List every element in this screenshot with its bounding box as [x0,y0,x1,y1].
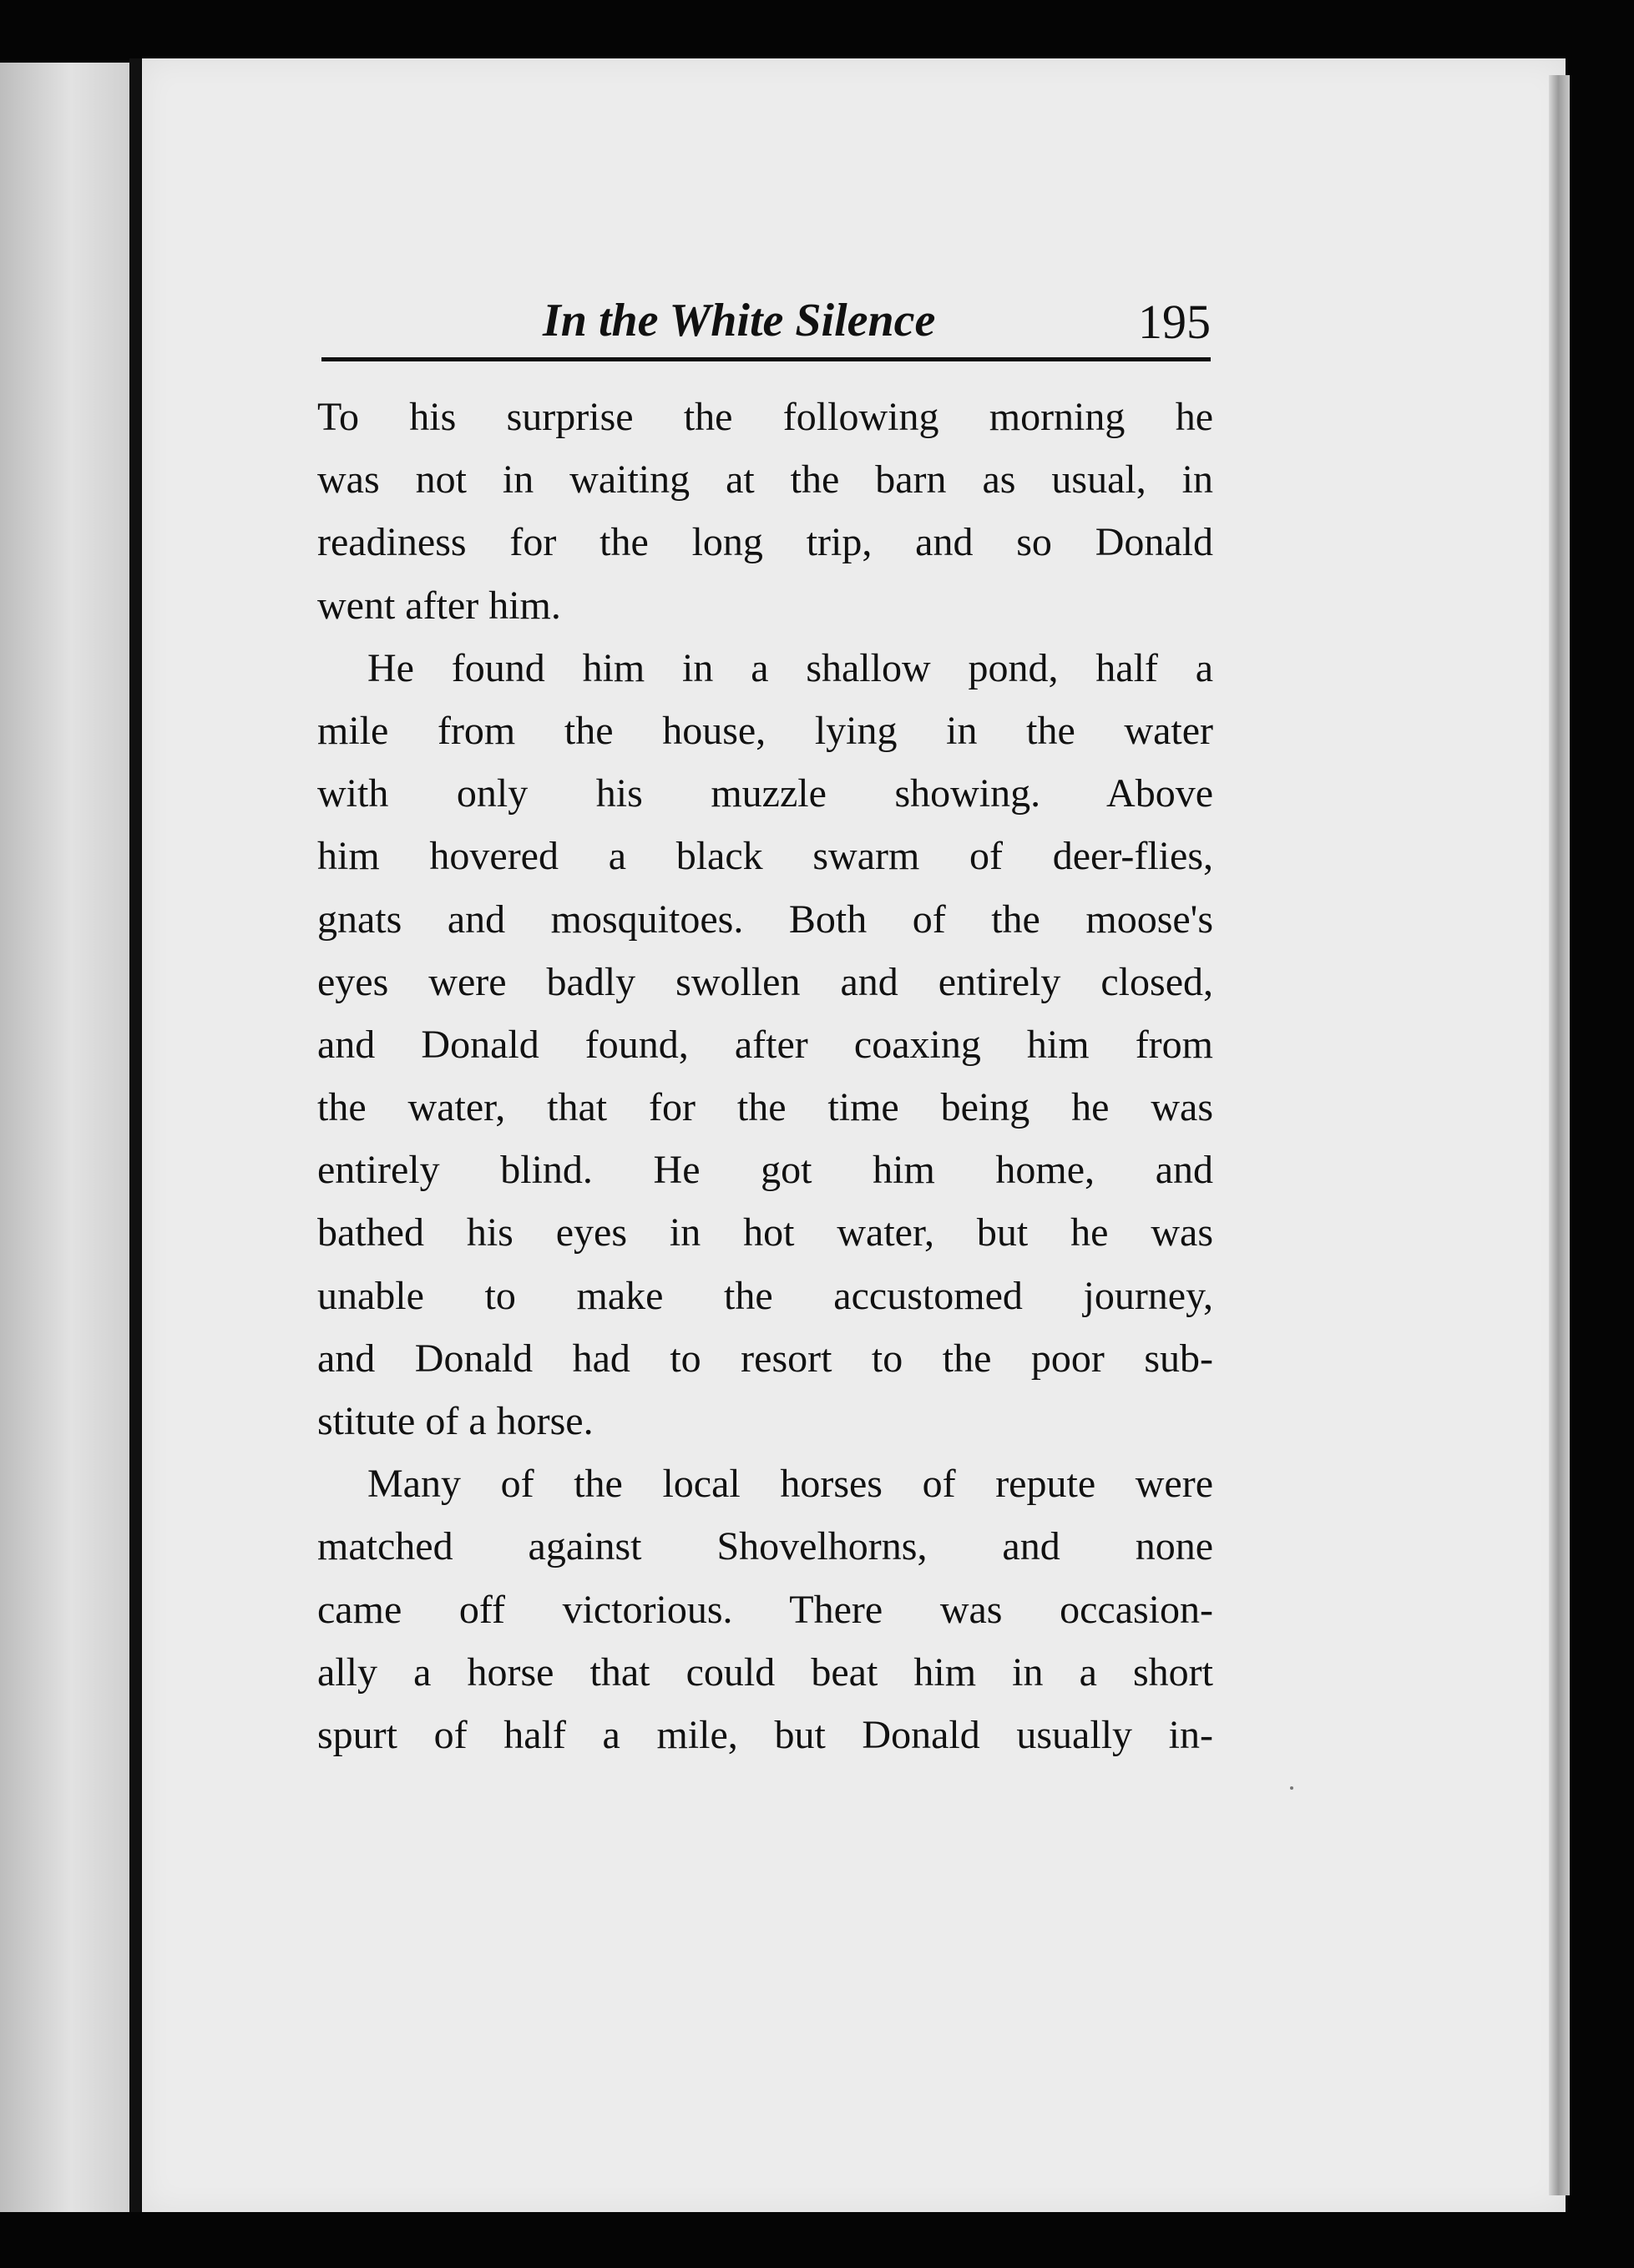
text-line: mile from the house, lying in the water [317,708,1213,753]
running-head-title: In the White Silence [543,295,936,346]
text-line: and Donald found, after coaxing him from [317,1022,1213,1067]
text-line: came off victorious. There was occasion- [317,1587,1213,1632]
text-line: with only his muzzle showing. Above [317,771,1213,816]
text-line: bathed his eyes in hot water, but he was [317,1210,1213,1255]
text-line: went after him. [317,583,561,628]
text-line: spurt of half a mile, but Donald usually in- [317,1712,1213,1757]
text-line: ally a horse that could beat him in a short [317,1649,1213,1695]
text-line: unable to make the accustomed journey, [317,1273,1213,1318]
text-line: readiness for the long trip, and so Donald [317,520,1213,565]
text-line: the water, that for the time being he was [317,1085,1213,1130]
page-number: 195 [1138,295,1211,349]
page-fore-edge [1549,75,1570,2195]
text-line: stitute of a horse. [317,1399,594,1443]
text-line: matched against Shovelhorns, and none [317,1524,1213,1569]
text-line: Many of the local horses of repute were [367,1462,1213,1507]
text-line: was not in waiting at the barn as usual, in [317,457,1213,503]
text-line: He found him in a shallow pond, half a [367,645,1213,690]
facing-page-edge [0,63,129,2212]
body-text [317,386,1213,1766]
text-line: gnats and mosquitoes. Both of the moose's [317,897,1213,942]
text-line: To his surprise the following morning he [317,395,1213,439]
text-line: and Donald had to resort to the poor sub- [317,1336,1213,1381]
text-line: entirely blind. He got him home, and [317,1148,1213,1193]
scan-speck [1290,1786,1293,1790]
running-head [321,294,1211,352]
text-line: him hovered a black swarm of deer-flies, [317,834,1213,879]
running-head-rule [321,357,1211,361]
page-gutter-shadow [129,58,141,2212]
text-line: eyes were badly swollen and entirely closed, [317,959,1213,1004]
